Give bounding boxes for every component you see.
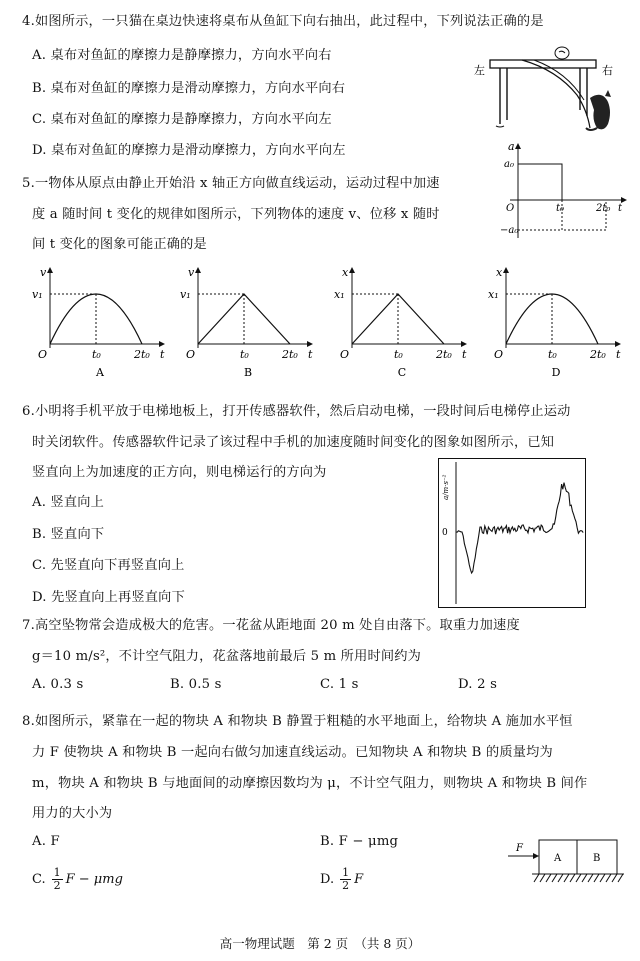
block-b-label: B <box>593 853 601 864</box>
q8-option-d-prefix: D. <box>320 872 335 887</box>
fraction-denominator: 2 <box>53 879 61 892</box>
t2-label: 2t₀ <box>590 348 606 361</box>
y-axis-label: v <box>188 266 195 279</box>
at-t0-label: t₀ <box>556 203 565 214</box>
y-tick-label: v₁ <box>180 288 191 301</box>
q4-option-a: A. 桌布对鱼缸的摩擦力是静摩擦力，方向水平向右 <box>32 48 332 63</box>
q7-option-a: A. 0.3 s <box>32 677 84 692</box>
force-label: F <box>516 843 523 854</box>
at-taxis-label: t <box>618 203 623 214</box>
y-axis-label: x <box>342 266 349 279</box>
q4-option-b: B. 桌布对鱼缸的摩擦力是滑动摩擦力，方向水平向右 <box>32 81 346 96</box>
t2-label: 2t₀ <box>436 348 452 361</box>
at-yaxis-label: a <box>508 140 515 153</box>
q6-option-c: C. 先竖直向下再竖直向上 <box>32 558 185 573</box>
q4-stem: 4.如图所示，一只猫在桌边快速将桌布从鱼缸下向右抽出，此过程中，下列说法正确的是 <box>22 14 544 29</box>
q5-stem-line1: 5.一物体从原点由静止开始沿 x 轴正方向做直线运动，运动过程中加速 <box>22 176 440 191</box>
q8-option-d-fraction <box>340 867 351 892</box>
q5-choice-c <box>332 262 472 384</box>
q8-stem-line2: 力 F 使物块 A 和物块 B 一起向右做匀加速直线运动。已知物块 A 和物块 B 的质量均为 <box>32 745 553 760</box>
q6-option-d: D. 先竖直向上再竖直向下 <box>32 590 185 605</box>
q7-option-b: B. 0.5 s <box>170 677 222 692</box>
q6-stem-line3: 竖直向上为加速度的正方向，则电梯运行的方向为 <box>32 465 327 480</box>
q8-option-d <box>320 867 363 892</box>
q8-stem-line4: 用力的大小为 <box>32 806 113 821</box>
q8-option-c-prefix: C. <box>32 872 46 887</box>
at-origin-label: O <box>506 203 515 214</box>
at-a0-label: a₀ <box>504 159 514 170</box>
q8-option-c-fraction <box>52 867 63 892</box>
origin-label: O <box>340 348 350 361</box>
q8-option-c-suffix: F − μmg <box>65 872 123 887</box>
origin-label: O <box>38 348 48 361</box>
fraction-numerator: 1 <box>342 866 350 879</box>
acceleration-time-sensor-graph <box>438 458 586 608</box>
t-axis-label: t <box>308 348 313 361</box>
q5-choice-d <box>486 262 626 384</box>
origin-label: O <box>186 348 196 361</box>
sensor-zero-label: 0 <box>442 528 448 538</box>
q6-option-b: B. 竖直向下 <box>32 527 105 542</box>
fraction-denominator: 2 <box>342 879 350 892</box>
at-2t0-label: 2t₀ <box>596 203 611 214</box>
fig-label-left: 左 <box>474 64 485 77</box>
t0-label: t₀ <box>92 348 101 361</box>
q7-option-c: C. 1 s <box>320 677 359 692</box>
q5-stem-line3: 间 t 变化的图象可能正确的是 <box>32 237 207 252</box>
t2-label: 2t₀ <box>134 348 150 361</box>
q8-option-b: B. F − μmg <box>320 834 399 849</box>
q7-option-d: D. 2 s <box>458 677 498 692</box>
q6-stem-line1: 6.小明将手机平放于电梯地板上，打开传感器软件，然后启动电梯，一段时间后电梯停止运动 <box>22 404 571 419</box>
y-tick-label: v₁ <box>32 288 43 301</box>
t-axis-label: t <box>462 348 467 361</box>
y-axis-label: v <box>40 266 47 279</box>
q8-option-a: A. F <box>32 834 60 849</box>
t0-label: t₀ <box>548 348 557 361</box>
at-neg-a0-label: −a₀ <box>500 225 519 236</box>
y-axis-label: x <box>496 266 503 279</box>
q8-option-c <box>32 867 123 892</box>
choice-label: B <box>243 366 253 379</box>
t0-label: t₀ <box>394 348 403 361</box>
t0-label: t₀ <box>240 348 249 361</box>
q5-choice-b <box>178 262 318 384</box>
q6-option-a: A. 竖直向上 <box>32 495 105 510</box>
ground-hatching <box>534 874 623 882</box>
q8-option-d-suffix: F <box>354 872 364 887</box>
y-tick-label: x₁ <box>334 288 345 301</box>
choice-label: C <box>397 366 407 379</box>
q6-stem-line2: 时关闭软件。传感器软件记录了该过程中手机的加速度随时间变化的图象如图所示，已知 <box>32 435 555 450</box>
origin-label: O <box>494 348 504 361</box>
sensor-y-label: a/m·s⁻² <box>442 474 450 500</box>
cat-table-figure <box>462 40 622 136</box>
fraction-numerator: 1 <box>53 866 61 879</box>
blocks-figure <box>500 832 630 890</box>
choice-label: A <box>96 366 104 379</box>
page-footer: 高一物理试题 第 2 页 （共 8 页） <box>219 936 421 951</box>
q7-stem-line1: 7.高空坠物常会造成极大的危害。一花盆从距地面 20 m 处自由落下。取重力加速度 <box>22 618 520 633</box>
q7-stem-line2: g＝10 m/s²，不计空气阻力，花盆落地前最后 5 m 所用时间约为 <box>32 649 422 664</box>
choice-label: D <box>551 366 561 379</box>
q5-stem-line2: 度 a 随时间 t 变化的规律如图所示，下列物体的速度 v、位移 x 随时 <box>32 207 440 222</box>
t-axis-label: t <box>160 348 165 361</box>
t-axis-label: t <box>616 348 621 361</box>
q5-choice-a <box>30 262 170 384</box>
y-tick-label: x₁ <box>488 288 499 301</box>
q8-stem-line3: m，物块 A 和物块 B 与地面间的动摩擦因数均为 μ，不计空气阻力，则物块 A 和物块 B 间作 <box>32 776 588 791</box>
q8-stem-line1: 8.如图所示，紧靠在一起的物块 A 和物块 B 静置于粗糙的水平地面上，给物块 A 施加水平恒 <box>22 714 573 729</box>
block-a-label: A <box>554 853 562 864</box>
fig-label-right: 右 <box>602 64 613 77</box>
a-t-graph <box>500 138 630 242</box>
t2-label: 2t₀ <box>282 348 298 361</box>
q4-option-d: D. 桌布对鱼缸的摩擦力是滑动摩擦力，方向水平向左 <box>32 143 346 158</box>
q4-option-c: C. 桌布对鱼缸的摩擦力是静摩擦力，方向水平向左 <box>32 112 332 127</box>
